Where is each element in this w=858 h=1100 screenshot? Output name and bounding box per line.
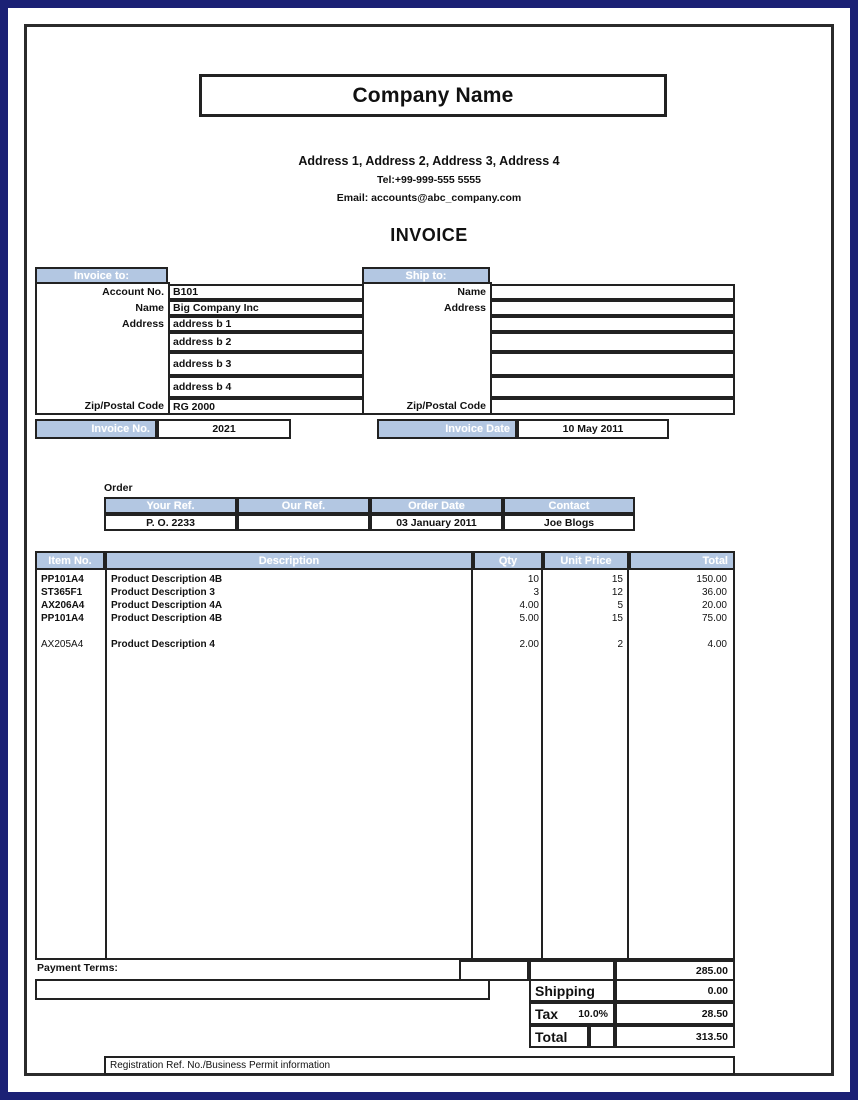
bill-to-title: Invoice to:	[35, 267, 168, 284]
line-item-row[interactable]	[37, 613, 733, 626]
company-name-box	[199, 74, 667, 117]
order-value-row	[104, 514, 635, 531]
shipping-label: Shipping	[529, 979, 615, 1002]
invoice-date-value[interactable]: 10 May 2011	[517, 419, 669, 439]
registration-info: Registration Ref. No./Business Permit information	[104, 1056, 735, 1075]
ship-address-label: Address	[443, 302, 486, 314]
order-header-contact: Contact	[503, 497, 635, 514]
line-item-unit-price: 15	[611, 574, 623, 585]
line-item-description: Product Description 4A	[111, 600, 223, 611]
bill-address-line-4[interactable]: address b 4	[168, 376, 364, 398]
order-header-order-date: Order Date	[370, 497, 503, 514]
line-item-qty: 10	[527, 574, 539, 585]
line-items-header-row	[35, 551, 735, 570]
bill-address-label: Address	[121, 318, 164, 330]
payment-terms-value[interactable]	[35, 979, 490, 1000]
grand-total-value: 313.50	[615, 1025, 735, 1048]
tax-value: 28.50	[615, 1002, 735, 1025]
line-item-description: Product Description 4	[111, 639, 215, 650]
order-header-your-ref: Your Ref.	[104, 497, 237, 514]
ship-name-label: Name	[457, 286, 486, 298]
line-item-description: Product Description 4B	[111, 613, 223, 624]
items-header-total: Total	[629, 551, 735, 570]
bill-name-label: Name	[135, 302, 164, 314]
subtotal-blank-right	[529, 960, 615, 981]
line-item-total: 75.00	[701, 613, 727, 624]
company-address: Address 1, Address 2, Address 3, Address 4	[298, 154, 560, 168]
invoice-page	[24, 24, 834, 1076]
ship-to-title: Ship to:	[362, 267, 490, 284]
line-item-row[interactable]	[37, 574, 733, 587]
tax-rate[interactable]: 10.0%	[575, 1002, 615, 1025]
ship-zip-value[interactable]	[490, 398, 735, 415]
bill-address-line-3[interactable]: address b 3	[168, 352, 364, 376]
order-header-row	[104, 497, 635, 514]
line-item-item-no: PP101A4	[41, 574, 84, 585]
line-item-total: 150.00	[696, 574, 727, 585]
ship-address-line-3[interactable]	[490, 332, 735, 352]
line-item-qty: 4.00	[519, 600, 539, 611]
order-table	[104, 497, 635, 531]
line-item-item-no: AX205A4	[41, 639, 84, 650]
shipping-value[interactable]: 0.00	[615, 979, 735, 1002]
ship-address-line-4[interactable]	[490, 352, 735, 376]
order-contact-value[interactable]: Joe Blogs	[503, 514, 635, 531]
order-header-our-ref: Our Ref.	[237, 497, 370, 514]
items-header-description: Description	[105, 551, 473, 570]
items-header-item-no: Item No.	[35, 551, 105, 570]
ship-address-line-2[interactable]	[490, 316, 735, 332]
line-item-item-no: ST365F1	[41, 587, 83, 598]
grand-total-label: Total	[529, 1025, 589, 1048]
invoice-date-label: Invoice Date	[377, 419, 517, 439]
line-item-row[interactable]	[37, 587, 733, 600]
line-items-table	[35, 551, 735, 960]
line-item-unit-price: 15	[611, 613, 623, 624]
order-caption: Order	[104, 482, 133, 494]
line-item-item-no: PP101A4	[41, 613, 84, 624]
line-item-qty: 5.00	[519, 613, 539, 624]
line-item-row[interactable]	[37, 600, 733, 613]
items-header-qty: Qty	[473, 551, 543, 570]
invoice-no-value[interactable]: 2021	[157, 419, 291, 439]
bill-zip-label: Zip/Postal Code	[84, 400, 164, 412]
bill-address-line-2[interactable]: address b 2	[168, 332, 364, 352]
ship-zip-label: Zip/Postal Code	[406, 400, 486, 412]
bill-name-value[interactable]: Big Company Inc	[168, 300, 364, 316]
bill-zip-value[interactable]: RG 2000	[168, 398, 364, 415]
ship-name-value[interactable]	[490, 284, 735, 300]
subtotal-blank-mid	[459, 960, 529, 981]
line-item-description: Product Description 4B	[111, 574, 223, 585]
line-item-total: 36.00	[701, 587, 727, 598]
bill-address-line-1[interactable]: address b 1	[168, 316, 364, 332]
line-item-row[interactable]	[37, 639, 733, 652]
company-telephone: Tel:+99-999-555 5555	[376, 174, 481, 186]
items-header-unit-price: Unit Price	[543, 551, 629, 570]
payment-terms-label: Payment Terms:	[37, 962, 118, 974]
document-title: INVOICE	[390, 225, 468, 245]
bill-account-no-value[interactable]: B101	[168, 284, 364, 300]
line-item-unit-price: 5	[617, 600, 623, 611]
line-item-unit-price: 2	[617, 639, 623, 650]
subtotal-value: 285.00	[615, 960, 735, 981]
order-your-ref-value[interactable]: P. O. 2233	[104, 514, 237, 531]
document-frame	[8, 8, 850, 1092]
line-item-qty: 3	[533, 587, 539, 598]
company-name: Company Name	[352, 83, 514, 107]
line-item-total: 4.00	[707, 639, 727, 650]
order-order-date-value[interactable]: 03 January 2011	[370, 514, 503, 531]
ship-address-line-1[interactable]	[490, 300, 735, 316]
invoice-no-label: Invoice No.	[35, 419, 157, 439]
tax-label: Tax	[529, 1002, 589, 1025]
line-item-qty: 2.00	[519, 639, 539, 650]
bill-account-no-label: Account No.	[102, 286, 164, 298]
order-our-ref-value[interactable]	[237, 514, 370, 531]
line-items-body	[35, 570, 735, 960]
line-item-unit-price: 12	[611, 587, 623, 598]
ship-address-line-5[interactable]	[490, 376, 735, 398]
line-item-item-no: AX206A4	[41, 600, 85, 611]
line-item-description: Product Description 3	[111, 587, 215, 598]
line-item-total: 20.00	[701, 600, 727, 611]
company-email: Email: accounts@abc_company.com	[336, 192, 522, 204]
